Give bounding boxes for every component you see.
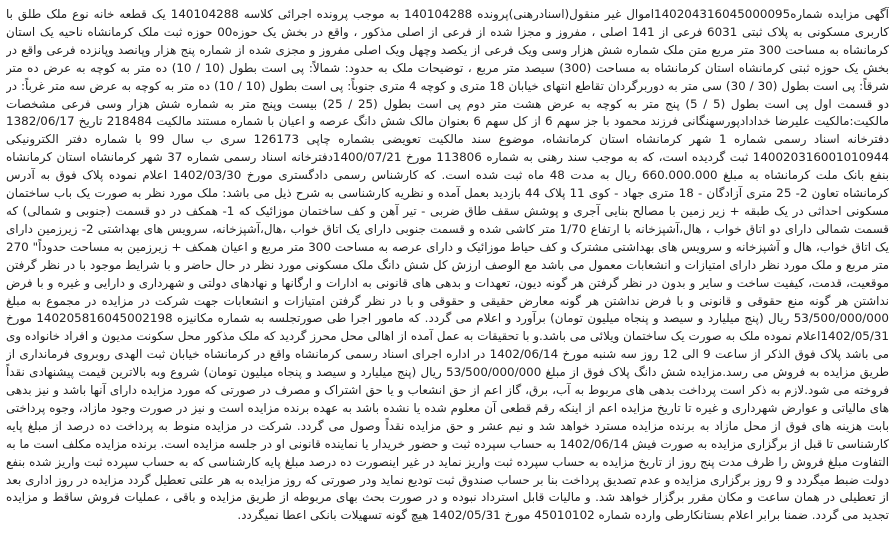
notice-body-text: آگهی مزایده شماره140204316045000095اموال غیر منقول(اسنادرهنی)پرونده 140104288 به موجب پرونده اجرائی کلاسه 140104288 یک قطعه خانه نوع ملک طلق با کاربری مسکونی به پلاک ثبتی 6031 فرعی از 141 اصلی ، مفروز و مجزا شده از فرعی از اصلی مذکور ، واقع در بخش یک حوزه00 حوزه ثبت ملک کرمانشاه ناحیه یک استان کرمانشاه به مساحت 300 متر مربع متن ملک شماره شش هزار وسی ویک فرعی از یکصد وچهل ویک اصلی مفروز و مجزی شده از شماره پنج هزار وپانصد وپانزده فرعی واقع در بخش یک حوزه ثبتی کرمانشاه استان کرمانشاه به مساحت (300) سیصد متر مربع ، توضیحات ملک به حدود: شمالاً: پی است بطول (10 / 10) ده متر به کوچه به عرض ده متر شرقاً: پی است بطول (30 / 30) سی متر به دوربرگردان تقاطع انتهای خیابان 18 متری و کوچه 4 متری جنوباً: پی است بطول (10 / 10) ده متر به کوچه به عرض سه متر غرباً: در دو قسمت اول پی است بطول (5 / 5) پنج متر به کوچه به عرض هشت متر دوم پی است بطول (25 / 25) بیست وپنج متر به شماره شش هزار وسی فرعی مشخصات مالکیت:مالکیت علیرضا خدادادپورسهنگانی فرزند محمود با جز سهم 6 از کل سهم 6 بعنوان مالک شش دانگ عرصه و اعیان با شماره مستند مالکیت 218484 تاریخ 1382/06/17 دفترخانه اسناد رسمی شماره 1 شهر کرمانشاه استان کرمانشاه، موضوع سند مالکیت تعویضی بشماره چاپی 126173 سری ب سال 99 با شماره دفتر الکترونیکی 140020316001010944 ثبت گردیده است، که به موجب سند رهنی به شماره 113806 مورخ 1400/07/21دفترخانه اسناد رسمی شماره 37 شهر کرمانشاه استان کرمانشاه بنفع بانک ملت کرمانشاه به مبلغ 660.000.000 ریال به مدت 48 ماه ثبت شده است. که کارشناس رسمی دادگستری مورخ 1402/03/30 اعلام نموده پلاک فوق به آدرس کرمانشاه تعاون 2- 25 متری آزادگان - 18 متری جهاد - کوی 11 پلاک 44 بازدید بعمل آمده و نظریه کارشناسی به شرح ذیل می باشد: ملک مورد نظر به صورت یک باب ساختمان مسکونی احداثی در یک طبقه + زیر زمین با مصالح بنایی آجری و پوشش سقف طاق ضربی - تیر آهن و کف ساختمان موزائیک که 1- همکف در دو قسمت (جنوبی و شمالی) که قسمت شمالی دارای دو اتاق خواب ، هال،آشپزخانه با ارتفاع 1/70 متر کاشی شده و قسمت جنوبی دارای یک اتاق خواب ،هال،آشپزخانه، سرویس های بهداشتی 2- زیرزمین دارای یک اتاق خواب، هال و آشپزخانه و سرویس های بهداشتی مشترک و کف حیاط موزائیک و دارای عرصه به مساحت 300 متر مربع و اعیان همکف + زیرزمین به مساحت حدوداً" 270 متر مربع و ملک مورد نظر دارای امتیازات و انشعابات معمول می باشد مع الوصف ارزش کل شش دانگ ملک مسکونی مورد نظر در حال حاضر و با شرایط موجود با در نظر گرفتن موقعیت، قدمت، کیفیت ساخت و سایر و بدون در نظر گرفتن هر گونه دیون، تعهدات و بدهی های قانونی به ادارات و ارگانها و نهادهای دولتی و شهرداری و دارایی و غیره و با فرض نداشتن هر گونه منع حقوقی و قانونی و با فرض نداشتن هر گونه معارض حقیقی و حقوقی و با در نظر گرفتن امتیازات و انشعابات جهت شرکت در مزایده در مجموع به مبلغ 53/500/000/000 ریال (پنج میلیارد و سیصد و پنجاه میلیون تومان) برآورد و اعلام می گردد. که مامور اجرا طی صورتجلسه به شماره مکانیزه 140205816045002198 مورخ 1402/05/31اعلام نموده ملک به صورت یک ساختمان ویلائی می باشد.و با تحقیقات به عمل آمده از اهالی محل محرز گردید که ملک مذکور محل سکونت مدیون و افراد خانواده وی می باشد پلاک فوق الذکر از ساعت 9 الی 12 روز سه شنبه مورخ 1402/06/14 در اداره اجرای اسناد رسمی کرمانشاه واقع در کرمانشاه خیابان ثبت الهدی روبروی فرمانداری از طریق مزایده به فروش می رسد.مزایده شش دانگ پلاک فوق از مبلغ 53/500/000/000 ریال (پنج میلیارد و سیصد و پنجاه میلیون تومان) شروع وبه بالاترین قیمت پیشنهادی نقداً فروخته می شود.لازم به ذکر است پرداخت بدهی های مربوط به آب، برق، گاز اعم از حق انشعاب و یا حق اشتراک و مصرف در صورتی که مورد مزایده دارای آنها باشد و نیز بدهی های مالیاتی و عوارض شهرداری و غیره تا تاریخ مزایده اعم از اینکه رقم قطعی آن معلوم شده یا نشده باشد به عهده برنده مزایده است و نیز در صورت وجود مازاد، وجوه پرداختی بابت هزینه های فوق از محل مازاد به برنده مزایده مسترد خواهد شد و نیم عشر و حق مزایده نقداً وصول می گردد. شرکت در مزایده منوط به پرداخت ده درصد از مبلغ پایه کارشناسی تا قبل از برگزاری مزایده به صورت فیش 1402/06/14 به حساب سپرده ثبت و حضور خریدار یا نماینده قانونی او در جلسه مزایده است. برنده مزایده مکلف است ما به التفاوت مبلغ فروش را ظرف مدت پنج روز از تاریخ مزایده به حساب سپرده ثبت واریز نماید در غیر اینصورت ده درصد مبلغ پایه کارشناسی که به حساب سپرده ثبت واریز شده بنفع دولت ضبط میگردد و 9 روز برگزاری مزایده و عدم تصدیق پرداخت بنا بر حساب صندوق ثبت تودیع نماید ودر صورتی که روز مزایده به هر علتی تعطیل گردد مزایده در روز اداری بعد از تعطیلی در همان ساعت و مکان مقرر برگزار خواهد شد. و مالیات قابل استرداد نبوده و در صورت بحث بهای مربوطه از طریق مزایده و باقی ، عملیات فروش ساقط و مزایده تجدید می گردد. ضمنا برابر اعلام بستانکارطی وارده شماره 45010102 مورخ 1402/05/31 هیچ گونه تسهیلات بانکی اعطا نمیگردد.	[6, 7, 889, 523]
auction-notice	[6, 6, 889, 547]
